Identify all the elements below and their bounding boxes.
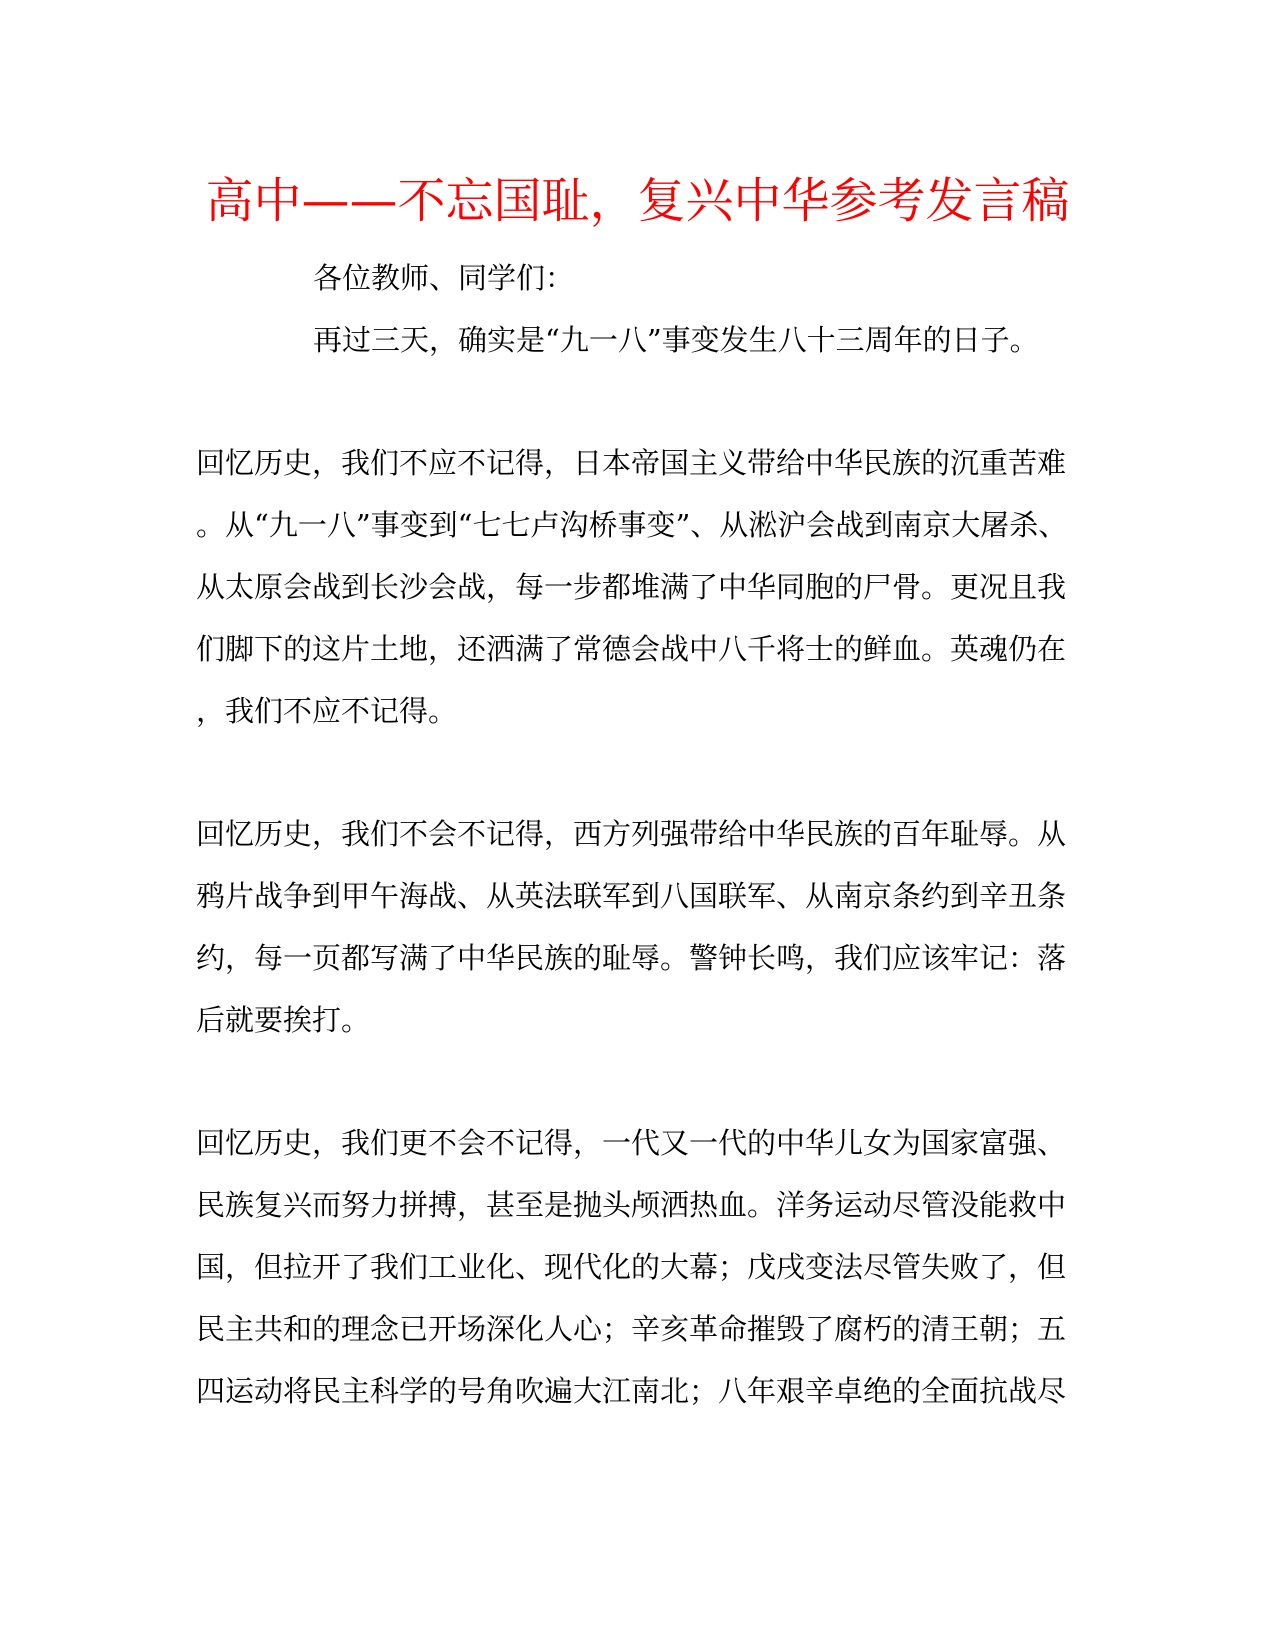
paragraph-1-line-5: ，我们不应不记得。	[196, 694, 458, 728]
greeting-line: 各位教师、同学们：	[313, 261, 575, 295]
paragraph-2-line-2: 鸦片战争到甲午海战、从英法联军到八国联军、从南京条约到辛丑条	[196, 879, 1067, 913]
paragraph-3-line-2: 民族复兴而努力拼搏，甚至是抛头颅洒热血。洋务运动尽管没能救中	[196, 1188, 1067, 1222]
paragraph-3-line-1: 回忆历史，我们更不会不记得，一代又一代的中华儿女为国家富强、	[196, 1126, 1067, 1160]
paragraph-1-line-4: 们脚下的这片土地，还洒满了常德会战中八千将士的鲜血。英魂仍在	[196, 632, 1067, 666]
paragraph-3-line-4: 民主共和的理念已开场深化人心；辛亥革命摧毁了腐朽的清王朝；五	[196, 1312, 1067, 1346]
paragraph-2-line-3: 约，每一页都写满了中华民族的耻辱。警钟长鸣，我们应该牢记：落	[196, 941, 1067, 975]
intro-line: 再过三天，确实是“九一八”事变发生八十三周年的日子。	[313, 323, 1039, 357]
paragraph-2-line-4: 后就要挨打。	[196, 1003, 371, 1037]
paragraph-1-line-2: 。从“九一八”事变到“七七卢沟桥事变”、从淞沪会战到南京大屠杀、	[196, 508, 1068, 542]
paragraph-3-line-5: 四运动将民主科学的号角吹遍大江南北；八年艰辛卓绝的全面抗战尽	[196, 1374, 1067, 1408]
document-title: 高中——不忘国耻，复兴中华参考发言稿	[205, 173, 1070, 229]
paragraph-2-line-1: 回忆历史，我们不会不记得，西方列强带给中华民族的百年耻辱。从	[196, 817, 1067, 851]
paragraph-1-line-1: 回忆历史，我们不应不记得，日本帝国主义带给中华民族的沉重苦难	[196, 446, 1067, 480]
paragraph-1-line-3: 从太原会战到长沙会战，每一步都堆满了中华同胞的尸骨。更况且我	[196, 570, 1067, 604]
paragraph-3-line-3: 国，但拉开了我们工业化、现代化的大幕；戊戌变法尽管失败了，但	[196, 1250, 1067, 1284]
